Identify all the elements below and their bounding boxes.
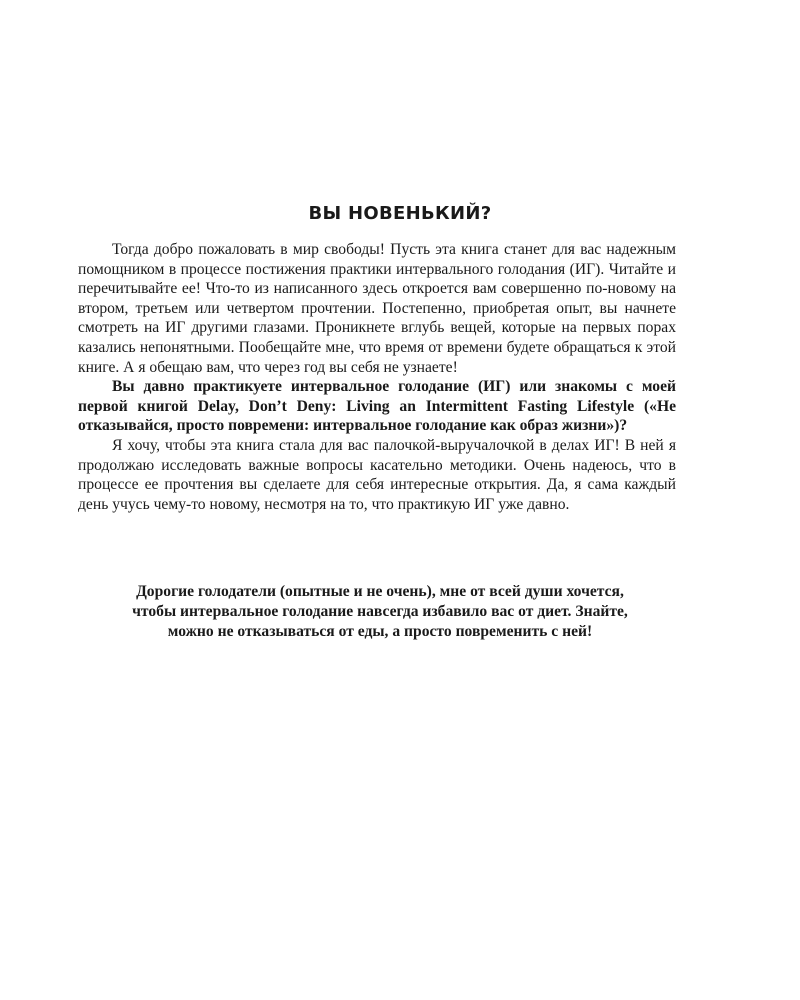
closing-message bbox=[80, 582, 680, 642]
question-paragraph: Вы давно практикуете интервальное голодание (ИГ) или знакомы с моей первой книгой Delay, Don’t Deny: Living an Intermittent Fasting Lifestyle («Не отказывайся, просто повремени: интервальное голодание как образ жизни»)? bbox=[78, 378, 676, 435]
page-heading: ВЫ НОВЕНЬКИЙ? bbox=[308, 203, 492, 224]
body-text bbox=[78, 240, 676, 514]
answer-paragraph: Я хочу, чтобы эта книга стала для вас палочкой-выручалочкой в делах ИГ! В ней я продолжаю исследовать важные вопросы касательно методики. Очень надеюсь, что в процессе ее прочтения вы сделаете для себя интересные открытия. Да, я сама каждый день учусь чему-то новому, несмотря на то, что практикую ИГ уже давно. bbox=[78, 436, 676, 513]
closing-line: Дорогие голодатели (опытные и не очень), мне от всей души хочется, bbox=[136, 583, 624, 600]
intro-paragraph: Тогда добро пожаловать в мир свободы! Пусть эта книга станет для вас надежным помощником в процессе постижения практики интервального голодания (ИГ). Читайте и перечитывайте ее! Что-то из написанного здесь откроется вам совершенно по-новому на втором, третьем или четвертом прочтении. Постепенно, приобретая опыт, вы начнете смотреть на ИГ другими глазами. Проникнете вглубь вещей, которые на первых порах казались непонятными. Пообещайте мне, что время от времени будете обращаться к этой книге. А я обещаю вам, что через год вы себя не узнаете! bbox=[78, 241, 676, 376]
closing-line: можно не отказываться от еды, а просто повременить с ней! bbox=[167, 623, 593, 640]
closing-line: чтобы интервальное голодание навсегда избавило вас от диет. Знайте, bbox=[132, 603, 628, 620]
